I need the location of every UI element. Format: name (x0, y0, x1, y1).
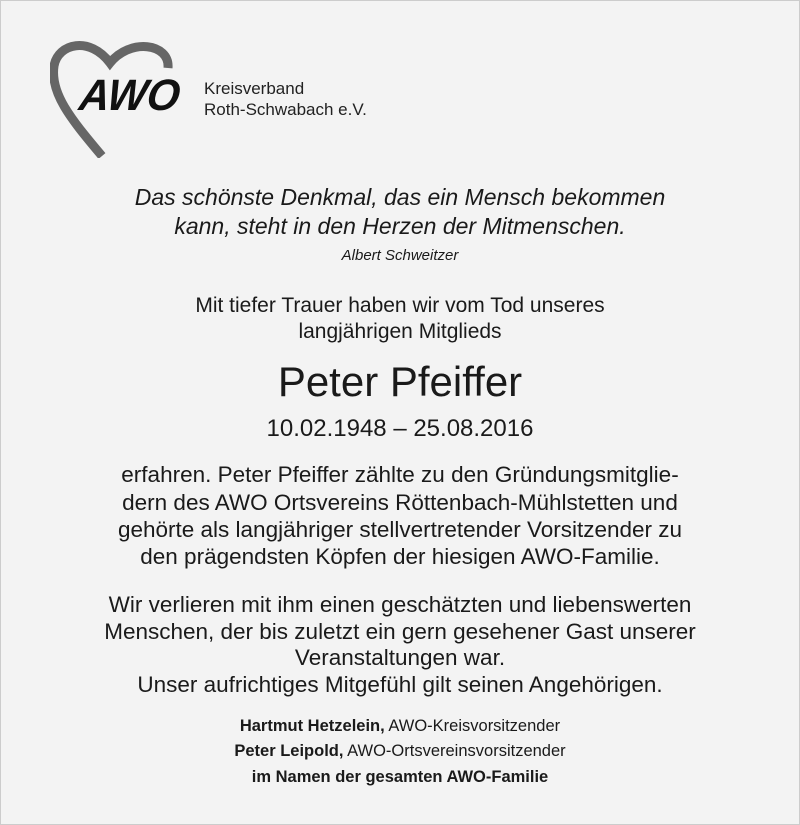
signer-name: Hartmut Hetzelein, (239, 717, 385, 735)
paragraph-line: Unser aufrichtiges Mitgefühl gilt seinen Angehörigen. (137, 672, 663, 697)
deceased-name: Peter Pfeiffer (277, 358, 523, 405)
signer-name: Peter Leipold, (234, 742, 344, 760)
signature-line (0, 717, 800, 736)
intro-line: Mit tiefer Trauer haben wir vom Tod unseres (195, 294, 605, 317)
org-line-1: Kreisverband (204, 79, 305, 98)
paragraph-line: Menschen, der bis zuletzt ein gern gesehener Gast unserer (104, 619, 696, 644)
signature-line (0, 742, 800, 761)
paragraph-line: den prägendsten Köpfen der hiesigen AWO-Familie. (140, 544, 660, 569)
signer-role: AWO-Kreisvorsitzender (384, 717, 561, 735)
intro-line: langjährigen Mitglieds (298, 320, 502, 343)
life-dates: 10.02.1948 – 25.08.2016 (266, 415, 534, 442)
svg-text:AWO: AWO (76, 71, 189, 120)
signer-role: AWO-Ortsvereinsvorsitzender (343, 742, 566, 760)
closing-line: im Namen der gesamten AWO-Familie (251, 768, 549, 786)
paragraph-line: erfahren. Peter Pfeiffer zählte zu den Gründungsmitglie- (121, 462, 679, 487)
paragraph-line: gehörte als langjähriger stellvertretender Vorsitzender zu (117, 517, 683, 542)
organization-name (204, 78, 367, 120)
paragraph-line: dern des AWO Ortsvereins Röttenbach-Mühlstetten und (122, 490, 678, 515)
paragraph-line: Veranstaltungen war. (294, 645, 506, 670)
quote-line: Das schönste Denkmal, das ein Mensch bekommen (134, 184, 666, 210)
quote-author: Albert Schweitzer (341, 247, 459, 264)
org-line-2: Roth-Schwabach e.V. (204, 100, 367, 119)
paragraph-line: Wir verlieren mit ihm einen geschätzten und liebenswerten (108, 592, 692, 617)
quote-line: kann, steht in den Herzen der Mitmenschen. (174, 213, 626, 239)
